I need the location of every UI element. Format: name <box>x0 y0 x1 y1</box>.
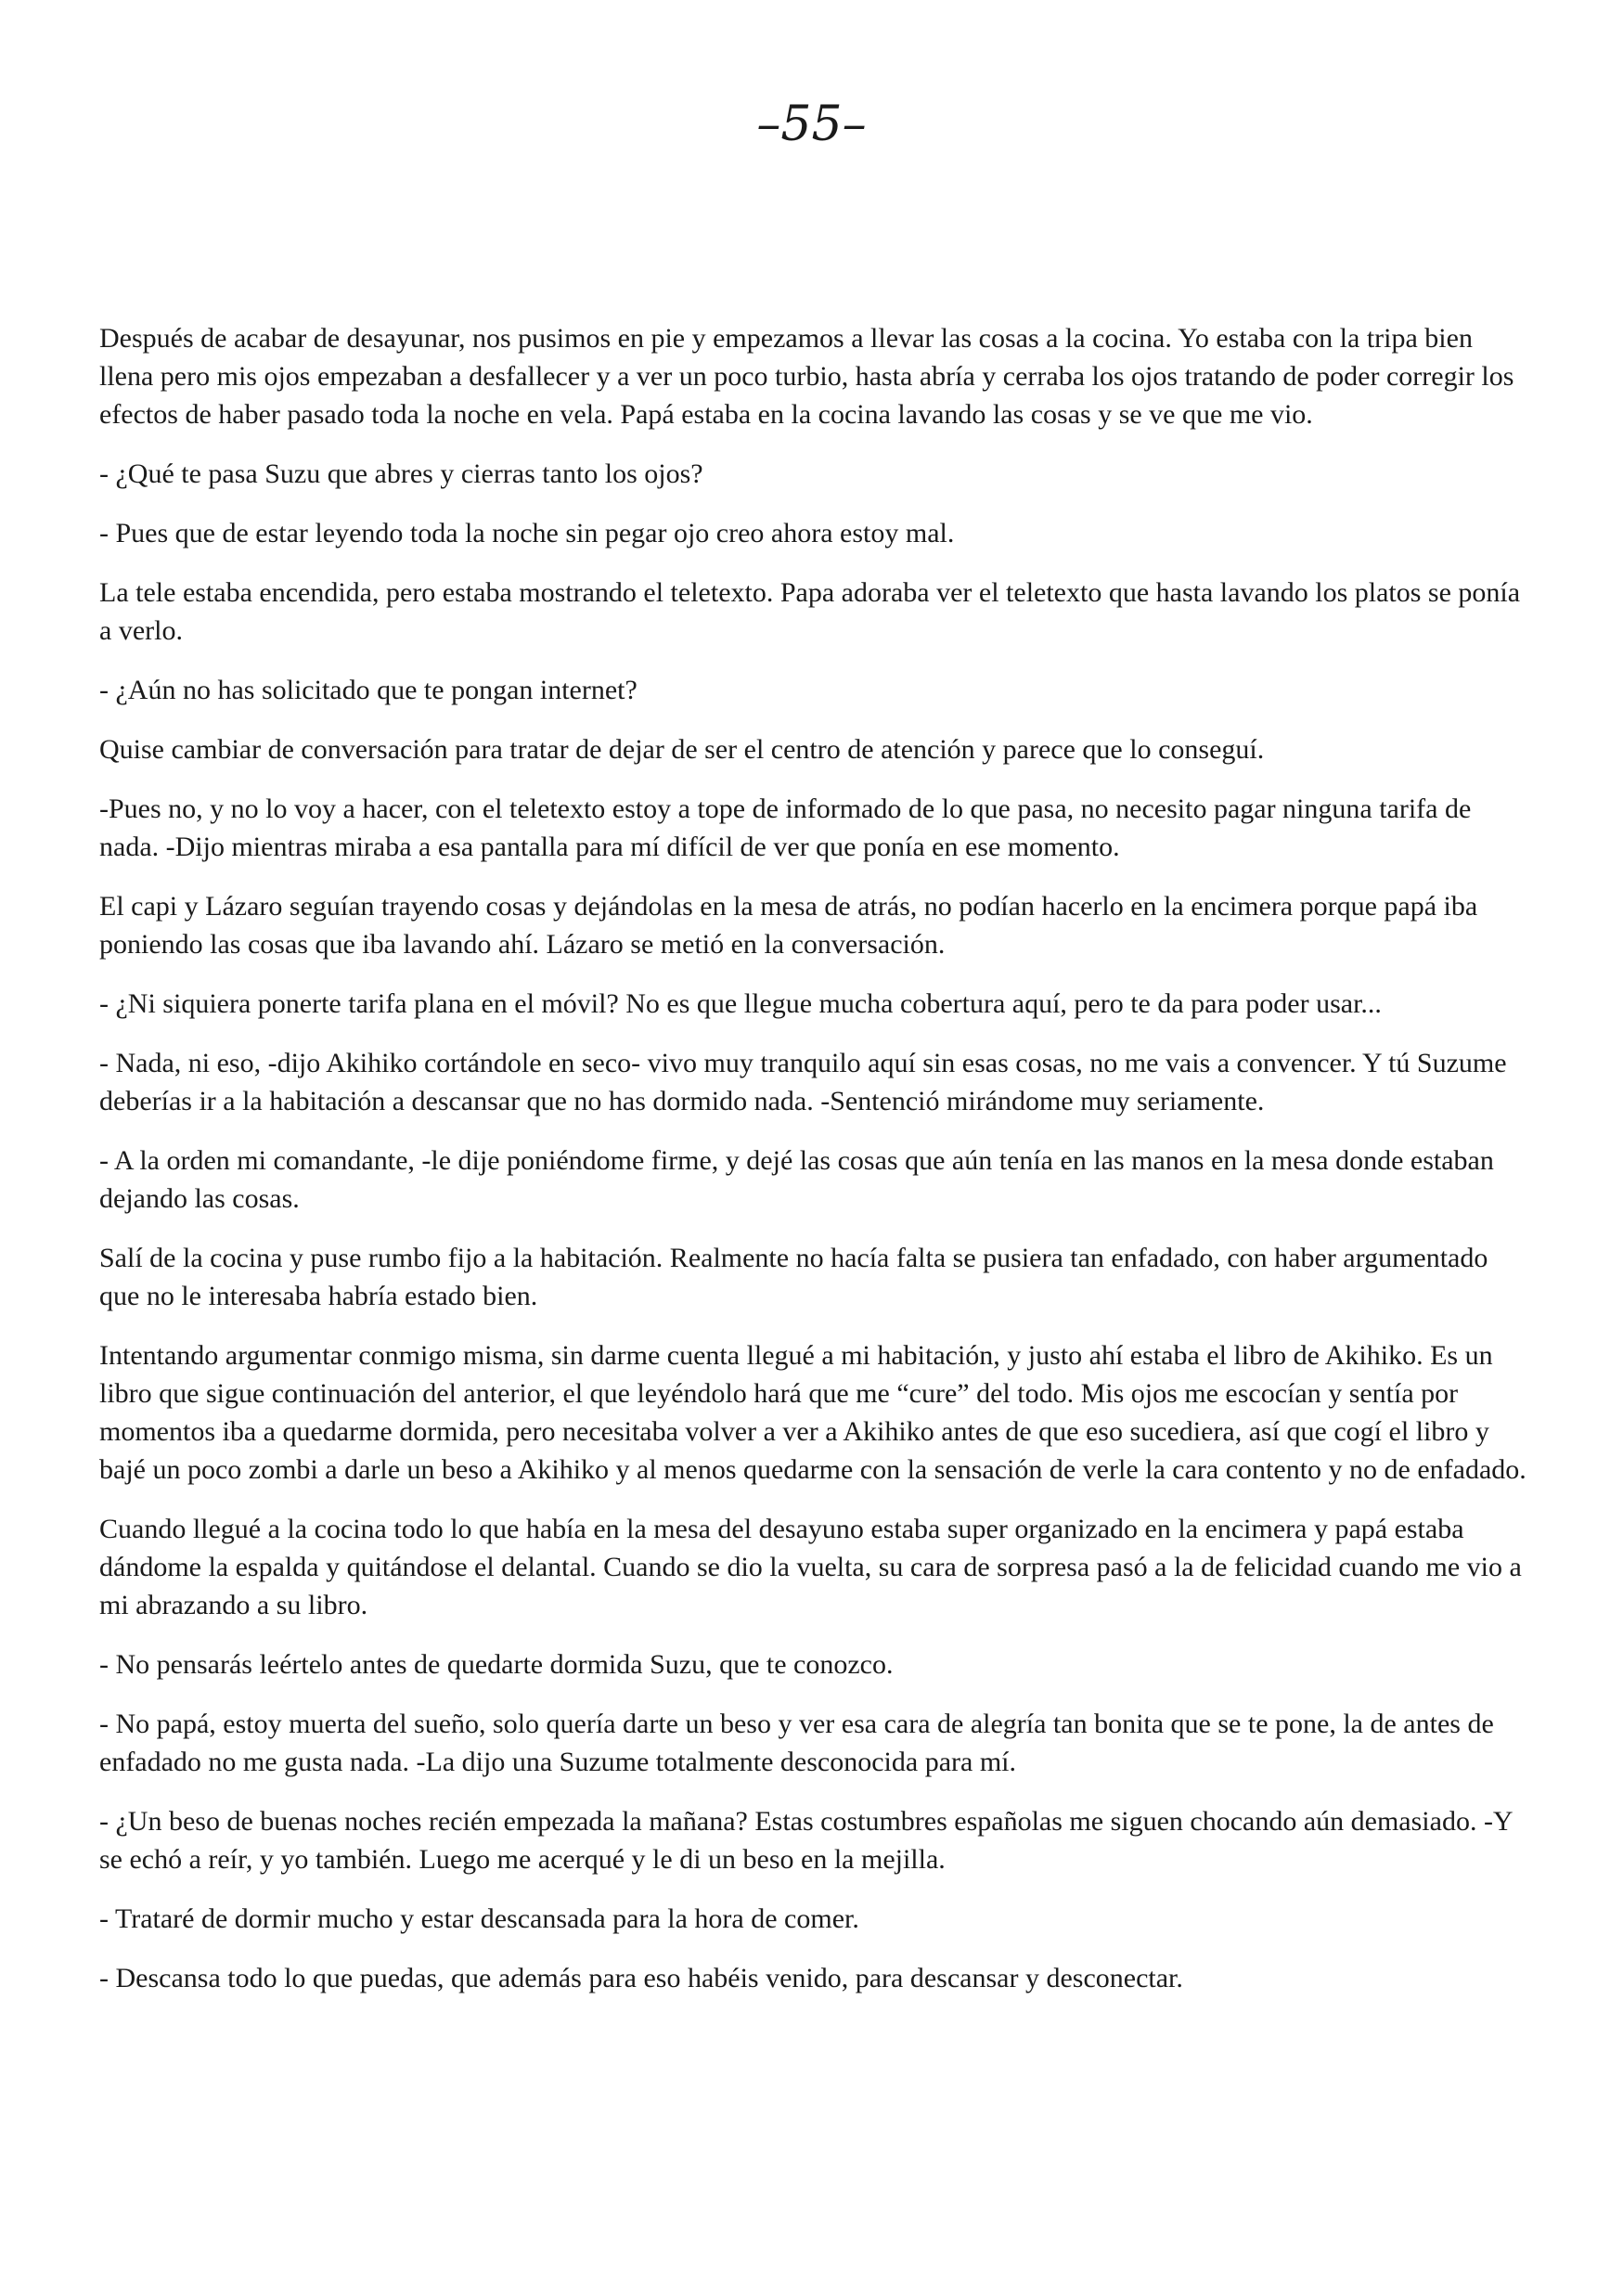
paragraph: Intentando argumentar conmigo misma, sin darme cuenta llegué a mi habitación, y justo ahí estaba el libro de Akihiko. Es un libro que sigue continuación del anterior, el que leyéndolo hará que me “cure” del todo. Mis ojos me escocían y sentía por momentos iba a quedarme dormida, pero necesitaba volver a ver a Akihiko antes de que eso sucediera, así que cogí el libro y bajé un poco zombi a darle un beso a Akihiko y al menos quedarme con la sensación de verle la cara contento y no de enfadado. <box>99 1340 1526 1485</box>
paragraph: - Descansa todo lo que puedas, que además para eso habéis venido, para descansar y desconectar. <box>99 1963 1183 1993</box>
paragraph: - ¿Ni siquiera ponerte tarifa plana en el móvil? No es que llegue mucha cobertura aquí, pero te da para poder usar... <box>99 988 1382 1019</box>
paragraph: Salí de la cocina y puse rumbo fijo a la habitación. Realmente no hacía falta se pusiera tan enfadado, con haber argumentado que no le interesaba habría estado bien. <box>99 1243 1488 1311</box>
chapter-number: –55– <box>756 97 867 152</box>
paragraph: El capi y Lázaro seguían trayendo cosas y dejándolas en la mesa de atrás, no podían hacerlo en la encimera porque papá iba poniendo las cosas que iba lavando ahí. Lázaro se metió en la conversación. <box>99 891 1478 960</box>
chapter-body <box>99 319 1530 2019</box>
paragraph: Cuando llegué a la cocina todo lo que había en la mesa del desayuno estaba super organizado en la encimera y papá estaba dándome la espalda y quitándose el delantal. Cuando se dio la vuelta, su cara de sorpresa pasó a la de felicidad cuando me vio a mi abrazando a su libro. <box>99 1514 1522 1620</box>
paragraph: - Trataré de dormir mucho y estar descansada para la hora de comer. <box>99 1903 859 1934</box>
paragraph: - No pensarás leértelo antes de quedarte dormida Suzu, que te conozco. <box>99 1649 894 1680</box>
paragraph: - ¿Qué te pasa Suzu que abres y cierras tanto los ojos? <box>99 458 703 489</box>
paragraph: - ¿Un beso de buenas noches recién empezada la mañana? Estas costumbres españolas me siguen chocando aún demasiado. -Y se echó a reír, y yo también. Luego me acerqué y le di un beso en la mejilla. <box>99 1806 1513 1875</box>
paragraph: Quise cambiar de conversación para tratar de dejar de ser el centro de atención y parece que lo conseguí. <box>99 734 1265 765</box>
paragraph: Después de acabar de desayunar, nos pusimos en pie y empezamos a llevar las cosas a la cocina. Yo estaba con la tripa bien llena pero mis ojos empezaban a desfallecer y a ver un poco turbio, hasta abría y cerraba los ojos tratando de poder corregir los efectos de haber pasado toda la noche en vela. Papá estaba en la cocina lavando las cosas y se ve que me vio. <box>99 323 1514 430</box>
paragraph: - Nada, ni eso, -dijo Akihiko cortándole en seco- vivo muy tranquilo aquí sin esas cosas, no me vais a convencer. Y tú Suzume deberías ir a la habitación a descansar que no has dormido nada. -Sentenció mirándome muy seriamente. <box>99 1048 1507 1116</box>
paragraph: - A la orden mi comandante, -le dije poniéndome firme, y dejé las cosas que aún tenía en las manos en la mesa donde estaban dejando las cosas. <box>99 1145 1494 1214</box>
paragraph: - Pues que de estar leyendo toda la noche sin pegar ojo creo ahora estoy mal. <box>99 518 955 548</box>
paragraph: - No papá, estoy muerta del sueño, solo quería darte un beso y ver esa cara de alegría tan bonita que se te pone, la de antes de enfadado no me gusta nada. -La dijo una Suzume totalmente desconocida para mí. <box>99 1709 1494 1777</box>
paragraph: - ¿Aún no has solicitado que te pongan internet? <box>99 675 638 705</box>
paragraph: La tele estaba encendida, pero estaba mostrando el teletexto. Papa adoraba ver el teletexto que hasta lavando los platos se ponía a verlo. <box>99 577 1521 646</box>
paragraph: -Pues no, y no lo voy a hacer, con el teletexto estoy a tope de informado de lo que pasa, no necesito pagar ninguna tarifa de nada. -Dijo mientras miraba a esa pantalla para mí difícil de ver que ponía en ese momento. <box>99 793 1472 862</box>
